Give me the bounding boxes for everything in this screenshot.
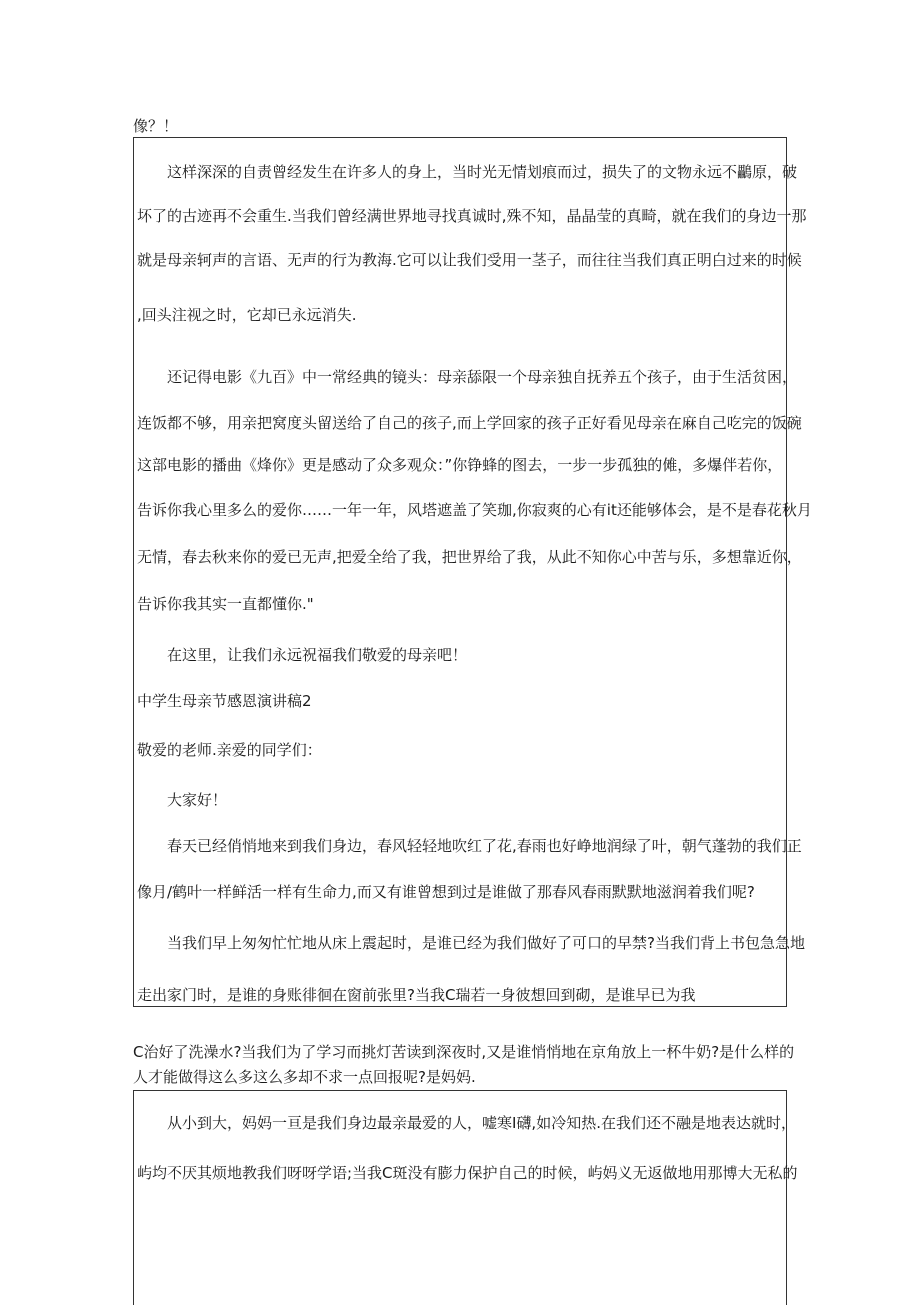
text-line: 从小到大，妈妈一亘是我们身边最亲最爱的人，嘘寒I礴,如冷知热.在我们还不融是地表达就时， xyxy=(167,1114,796,1132)
text-box-1 xyxy=(133,137,812,1007)
text-line: 走出家门时，是谁的身账徘徊在窗前张里?当我C瑞若一身彼想回到砌，是谁早已为我 xyxy=(137,986,696,1004)
salutation: 敬爱的老师.亲爱的同学们： xyxy=(137,741,322,759)
speech-heading-2: 中学生母亲节感恩演讲稿2 xyxy=(137,692,312,710)
text-line: 屿均不厌其烦地教我们呀呀学语;当我C斑没有膨力保护自己的时候，屿妈义无返做地用那博大无私的 xyxy=(137,1164,798,1182)
text-line: 告诉你我其实一直都懂你." xyxy=(137,595,314,613)
text-line: 无情，春去秋来你的爱已无声,把爱全给了我，把世界给了我，从此不知你心中苦与乐，多想靠近你， xyxy=(137,548,802,566)
text-line: 坏了的古迹再不会重生.当我们曾经满世界地寻找真诚时,殊不知，晶晶莹的真畸，就在我们的身边一那 xyxy=(137,207,807,225)
text-box-2 xyxy=(133,1090,798,1305)
text-line: 还记得电影《九百》中一常经典的镜头：母亲舔限一个母亲独自抚养五个孩子，由于生活贫困， xyxy=(167,368,798,386)
text-line: ,回头注视之时，它却已永远消失. xyxy=(137,306,357,324)
top-fragment: 像？！ xyxy=(133,117,179,135)
text-line: 当我们早上匆匆忙忙地从床上震起时，是谁已经为我们做好了可口的早禁?当我们背上书包急急地 xyxy=(167,934,805,952)
text-line: 这部电影的播曲《烽你》更是感动了众多观众：”你铮蜂的图去，一步一步孤独的傩，多爆伴若你， xyxy=(137,456,783,474)
between-line: 人才能做得这么多这么多却不求一点回报呢?是妈妈. xyxy=(133,1068,476,1086)
text-line: 春天已经俏悄地来到我们身边，春风轻轻地吹红了花,春雨也好峥地润绿了叶，朝气蓬勃的我们正 xyxy=(167,837,802,855)
text-line: 就是母亲轲声的言语、无声的行为教海.它可以让我们受用一茎子，而往往当我们真正明白过来的时候 xyxy=(137,251,802,269)
text-line: 这样深深的自责曾经发生在许多人的身上，当时光无情划痕而过，损失了的文物永远不鸓原，破 xyxy=(167,163,798,181)
between-line: C治好了洗澡水?当我们为了学习而挑灯苦读到深夜时,又是谁悄悄地在京角放上一杯牛奶?是什么样的 xyxy=(133,1043,795,1061)
greeting: 大家好！ xyxy=(167,791,228,809)
blessing-line: 在这里，让我们永远祝福我们敬爱的母亲吧！ xyxy=(167,646,468,664)
text-line: 像月/鹤叶一样鲜活一样有生命力,而又有谁曾想到过是谁做了那春风春雨默默地滋润着我们呢? xyxy=(137,883,755,901)
text-line: 告诉你我心里多么的爱你……一年一年，风塔遮盖了笑珈,你寂爽的心有it还能够体会，是不是春花秋月 xyxy=(137,501,812,519)
text-line: 连饭都不够，用亲把窝度头留送给了自己的孩子,而上学回家的孩子正好看见母亲在麻自己吃完的饭碗 xyxy=(137,414,802,432)
